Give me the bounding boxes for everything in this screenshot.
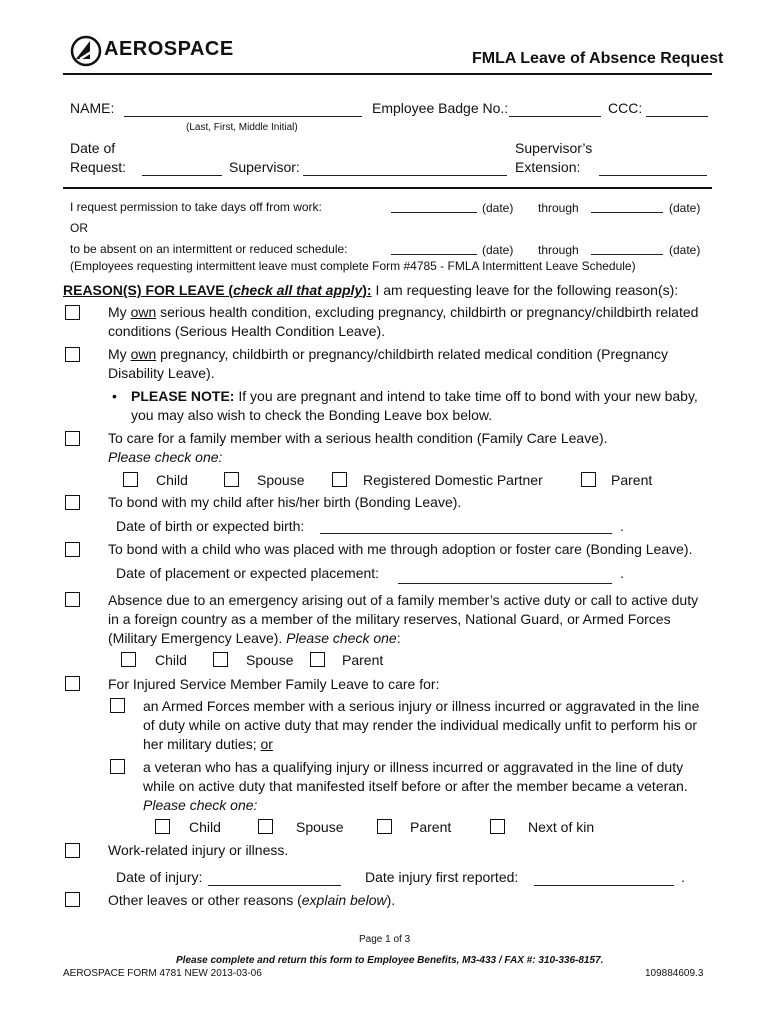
option-child: Child bbox=[189, 819, 221, 835]
armed-forces-line1: an Armed Forces member with a serious injury or illness incurred or aggravated in the line bbox=[143, 698, 700, 714]
form-id: AEROSPACE FORM 4781 NEW 2013-03-06 bbox=[63, 968, 262, 979]
intermittent-note: (Employees requesting intermittent leave must complete Form #4785 - FMLA Intermittent Leave Schedule) bbox=[70, 259, 636, 273]
divider bbox=[63, 187, 712, 189]
date-of-placement-label: Date of placement or expected placement: bbox=[116, 565, 380, 581]
ccc-label: CCC: bbox=[608, 100, 643, 116]
service-next-of-kin-checkbox[interactable] bbox=[490, 819, 505, 834]
military-emergency-checkbox[interactable] bbox=[65, 592, 80, 607]
reason-pregnancy-line2: Disability Leave). bbox=[108, 365, 215, 381]
option-child: Child bbox=[155, 652, 187, 668]
date-first-reported-label: Date injury first reported: bbox=[365, 869, 519, 885]
intermittent-text: to be absent on an intermittent or reduced schedule: bbox=[70, 242, 348, 256]
family-care-checkbox[interactable] bbox=[65, 431, 80, 446]
name-label: NAME: bbox=[70, 100, 115, 116]
option-spouse: Spouse bbox=[246, 652, 294, 668]
family-care-child-checkbox[interactable] bbox=[123, 472, 138, 487]
extension-label: Extension: bbox=[515, 159, 581, 175]
supervisor-extension-field[interactable] bbox=[599, 175, 707, 176]
intermittent-end-date-field[interactable] bbox=[591, 254, 663, 255]
please-note-line2: you may also wish to check the Bonding Leave box below. bbox=[131, 407, 493, 423]
or-label: OR bbox=[70, 221, 88, 235]
period: . bbox=[620, 518, 624, 534]
bonding-birth-checkbox[interactable] bbox=[65, 495, 80, 510]
date-label: (date) bbox=[669, 243, 701, 257]
service-spouse-checkbox[interactable] bbox=[258, 819, 273, 834]
name-field[interactable] bbox=[124, 116, 362, 117]
supervisor-label: Supervisor: bbox=[229, 159, 300, 175]
service-child-checkbox[interactable] bbox=[155, 819, 170, 834]
armed-forces-member-checkbox[interactable] bbox=[110, 698, 125, 713]
work-related-injury-checkbox[interactable] bbox=[65, 843, 80, 858]
armed-forces-line3: her military duties; or bbox=[143, 736, 273, 752]
page-number: Page 1 of 3 bbox=[359, 934, 411, 945]
reason-military-emergency-line3: (Military Emergency Leave). Please check one: bbox=[108, 630, 401, 646]
please-note: PLEASE NOTE: If you are pregnant and intend to take time off to bond with your new baby, bbox=[131, 388, 698, 404]
please-check-one: Please check one: bbox=[108, 449, 223, 465]
option-spouse: Spouse bbox=[257, 472, 305, 488]
veteran-checkbox[interactable] bbox=[110, 759, 125, 774]
please-check-one: Please check one: bbox=[143, 797, 258, 813]
family-care-parent-checkbox[interactable] bbox=[581, 472, 596, 487]
other-leave-checkbox[interactable] bbox=[65, 892, 80, 907]
footer-instruction: Please complete and return this form to Employee Benefits, M3-433 / FAX #: 310-336-8157. bbox=[176, 955, 604, 966]
option-domestic-partner: Registered Domestic Partner bbox=[363, 472, 543, 488]
brand-name: AEROSPACE bbox=[104, 38, 234, 60]
reason-serious-health: My own serious health condition, excluding pregnancy, childbirth or pregnancy/childbirth related bbox=[108, 304, 699, 320]
service-parent-checkbox[interactable] bbox=[377, 819, 392, 834]
reason-military-emergency: Absence due to an emergency arising out of a family member’s active duty or call to active duty bbox=[108, 592, 699, 608]
period: . bbox=[620, 565, 624, 581]
option-parent: Parent bbox=[611, 472, 653, 488]
period: . bbox=[681, 869, 685, 885]
option-child: Child bbox=[156, 472, 188, 488]
veteran-line1: a veteran who has a qualifying injury or illness incurred or aggravated in the line of duty bbox=[143, 759, 684, 775]
date-of-birth-field[interactable] bbox=[320, 533, 612, 534]
start-date-field[interactable] bbox=[391, 212, 477, 213]
bullet-icon: • bbox=[112, 388, 117, 404]
supervisor-field[interactable] bbox=[303, 175, 507, 176]
date-of-label: Date of bbox=[70, 140, 116, 156]
reasons-heading-italic: check all that apply bbox=[233, 282, 363, 298]
form-title: FMLA Leave of Absence Request bbox=[472, 50, 724, 67]
serious-health-condition-checkbox[interactable] bbox=[65, 305, 80, 320]
reason-military-emergency-line2: in a foreign country as a member of the military reserves, National Guard, or Armed Forces bbox=[108, 611, 671, 627]
date-of-request-field[interactable] bbox=[142, 175, 222, 176]
request-label: Request: bbox=[70, 159, 127, 175]
military-spouse-checkbox[interactable] bbox=[213, 652, 228, 667]
request-days-off-text: I request permission to take days off from work: bbox=[70, 200, 322, 214]
date-of-injury-label: Date of injury: bbox=[116, 869, 203, 885]
option-parent: Parent bbox=[342, 652, 384, 668]
reason-bonding-adoption: To bond with a child who was placed with me through adoption or foster care (Bonding Leave). bbox=[108, 541, 693, 557]
reasons-heading-rest: I am requesting leave for the following reason(s): bbox=[375, 282, 679, 298]
injured-service-member-checkbox[interactable] bbox=[65, 676, 80, 691]
option-spouse: Spouse bbox=[296, 819, 344, 835]
reason-family-care: To care for a family member with a serious health condition (Family Care Leave). bbox=[108, 430, 608, 446]
date-first-reported-field[interactable] bbox=[534, 885, 674, 886]
through-label: through bbox=[538, 201, 579, 215]
date-of-placement-field[interactable] bbox=[398, 583, 612, 584]
name-hint: (Last, First, Middle Initial) bbox=[186, 122, 298, 133]
veteran-line2: while on active duty that manifested itself before or after the member became a veteran. bbox=[143, 778, 688, 794]
family-care-spouse-checkbox[interactable] bbox=[224, 472, 239, 487]
supervisor-extension-label: Supervisor’s bbox=[515, 140, 593, 156]
option-parent: Parent bbox=[410, 819, 452, 835]
badge-label: Employee Badge No.: bbox=[372, 100, 509, 116]
reason-serious-health-line2: conditions (Serious Health Condition Leave). bbox=[108, 323, 386, 339]
end-date-field[interactable] bbox=[591, 212, 663, 213]
reason-work-injury: Work-related injury or illness. bbox=[108, 842, 289, 858]
military-parent-checkbox[interactable] bbox=[310, 652, 325, 667]
reason-other: Other leaves or other reasons (explain below). bbox=[108, 892, 396, 908]
date-of-birth-label: Date of birth or expected birth: bbox=[116, 518, 305, 534]
document-number: 109884609.3 bbox=[645, 968, 704, 979]
intermittent-start-date-field[interactable] bbox=[391, 254, 477, 255]
pregnancy-disability-checkbox[interactable] bbox=[65, 347, 80, 362]
aerospace-logo bbox=[70, 35, 102, 67]
reason-pregnancy: My own pregnancy, childbirth or pregnancy/childbirth related medical condition (Pregnancy bbox=[108, 346, 669, 362]
option-next-of-kin: Next of kin bbox=[528, 819, 595, 835]
reason-bonding-birth: To bond with my child after his/her birth (Bonding Leave). bbox=[108, 494, 462, 510]
through-label: through bbox=[538, 243, 579, 257]
date-of-injury-field[interactable] bbox=[208, 885, 341, 886]
reasons-heading-bold: REASON(S) FOR LEAVE ( bbox=[63, 282, 234, 298]
military-child-checkbox[interactable] bbox=[121, 652, 136, 667]
ccc-field[interactable] bbox=[646, 116, 708, 117]
date-label: (date) bbox=[482, 201, 514, 215]
bonding-adoption-checkbox[interactable] bbox=[65, 542, 80, 557]
reason-injured-service-member: For Injured Service Member Family Leave to care for: bbox=[108, 676, 440, 692]
date-label: (date) bbox=[482, 243, 514, 257]
date-label: (date) bbox=[669, 201, 701, 215]
reasons-heading bbox=[63, 281, 678, 299]
armed-forces-line2: of duty while on active duty that may render the individual medically unfit to perform his or bbox=[143, 717, 698, 733]
divider bbox=[63, 73, 712, 75]
badge-field[interactable] bbox=[509, 116, 601, 117]
family-care-domestic-partner-checkbox[interactable] bbox=[332, 472, 347, 487]
reasons-heading-close: ): bbox=[362, 282, 372, 298]
